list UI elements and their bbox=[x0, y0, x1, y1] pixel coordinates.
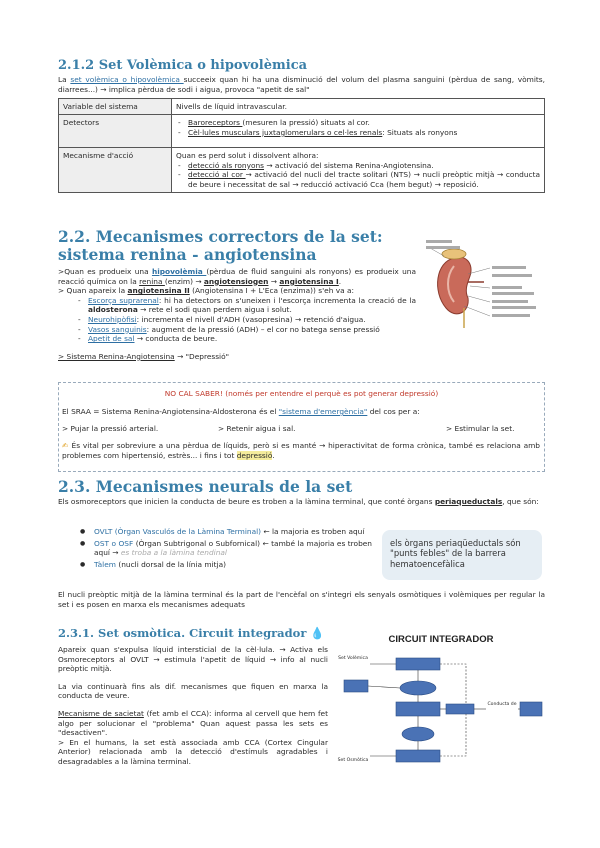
set-volemica-intro bbox=[58, 75, 545, 94]
circuit-label-set-volemica: Set Volèmica bbox=[338, 656, 368, 661]
circuit-label-conducta: Conducta de bbox=[487, 702, 517, 707]
angiotensina-2-term: angiotensina II bbox=[127, 286, 190, 296]
emergency-system-link[interactable]: "sistema d'emergència" bbox=[278, 407, 368, 416]
osmoreceptors-intro bbox=[58, 497, 545, 507]
ost-link[interactable]: OST o OSF bbox=[94, 538, 134, 548]
escorca-link[interactable]: Escorça suprarenal bbox=[88, 295, 159, 305]
kidney-illustration bbox=[424, 236, 544, 332]
sraa-item-thirst: > Estimular la set. bbox=[446, 424, 515, 433]
talem-link[interactable]: Tàlem bbox=[94, 559, 116, 569]
angiotensina-1-term: angiotensina I bbox=[279, 276, 339, 286]
list-item bbox=[80, 539, 372, 558]
summary-term: > Sistema Renina-Angiotensina bbox=[58, 351, 175, 361]
callout-text: els òrgans periaqüeductals són "punts febles" de la barrera hematoencefàlica bbox=[390, 538, 521, 569]
circuit-box bbox=[396, 658, 440, 670]
title-text: 2.3.1. Set osmòtica. Circuit integrador bbox=[58, 626, 307, 640]
sraa-item-retain: > Retenir aigua i sal. bbox=[218, 424, 296, 433]
list-item bbox=[176, 161, 540, 170]
text: → rete el sodi quan perdem aigua i solut. bbox=[137, 305, 292, 315]
table-row bbox=[59, 99, 545, 115]
osmotica-paragraph-1: Apareix quan s'expulsa líquid intersticial de la cèl·lula. → Activa els Osmoreceptors al OVLT → estimula l'apetit de líquid → info al nucli preòptic mitjà. bbox=[58, 645, 328, 674]
set-volemica-link[interactable]: set volèmica o hipovolèmica bbox=[70, 75, 184, 84]
heart-detection-link[interactable]: detecció al cor bbox=[188, 170, 246, 180]
text: , que són: bbox=[502, 497, 539, 506]
circuit-diagram bbox=[336, 630, 546, 770]
list-item bbox=[76, 315, 416, 325]
note-warning: NO CAL SABER! (només per entendre el perquè es pot generar depressió) bbox=[164, 389, 439, 398]
neurohipofisi-link[interactable]: Neurohipòfisi bbox=[88, 314, 137, 324]
list-item bbox=[176, 128, 540, 137]
periaqueductals-term: periaqueductals bbox=[434, 497, 503, 506]
sraa-definition bbox=[62, 407, 540, 417]
faded-note: es troba a la làmina tendinal bbox=[120, 548, 227, 558]
text: . bbox=[272, 450, 275, 460]
circuit-arrows bbox=[368, 664, 520, 756]
text: : augment de la pressió (ADH) – el cor no batega sense pressió bbox=[146, 324, 380, 334]
circuit-node bbox=[400, 681, 436, 695]
table-row bbox=[59, 115, 545, 148]
list-item bbox=[176, 118, 540, 127]
hipovolemia-link[interactable]: hipovolèmia bbox=[151, 267, 207, 276]
text: : incrementa el nivell d'ADH (vasopresina) → retenció d'aigua. bbox=[136, 314, 366, 324]
text: El SRAA = Sistema Renina-Angiotensina-Aldosterona és el bbox=[62, 407, 279, 416]
text: És vital per sobreviure a una pèrdua de líquids, però si es manté → hiperactivitat de forma crònica, també es relaciona amb problemes com hipertensió, estrès... i fins i tot bbox=[62, 441, 540, 460]
aldosterona-term: aldosterona bbox=[88, 305, 138, 315]
adrenal-gland-shape bbox=[442, 249, 466, 259]
text: (nucli dorsal de la línia mitja) bbox=[115, 559, 226, 569]
section-title-renina-angiotensina: 2.2. Mecanismes correctors de la set: sistema renina - angiotensina bbox=[58, 227, 383, 264]
apetit-sal-link[interactable]: Apetit de sal bbox=[88, 334, 135, 344]
text: → "Depressió" bbox=[174, 351, 230, 361]
text: > Quan apareix la bbox=[58, 286, 128, 296]
set-volemica-table bbox=[58, 98, 545, 193]
sraa-item-pressure: > Pujar la pressió arterial. bbox=[62, 424, 159, 433]
text: (fet amb el CCA): informa al cervell que hem fet algo per solucionar el "problema" Quan aquest passa les sets es "desactiven". bbox=[58, 708, 328, 738]
table-header-cell: Variable del sistema bbox=[59, 99, 172, 115]
sacietat-term: Mecanisme de sacietat bbox=[58, 708, 144, 718]
list-item bbox=[76, 325, 416, 335]
depressio-highlight: depressió bbox=[236, 450, 273, 460]
section-title-set-osmotica bbox=[58, 626, 325, 640]
list-item-text: (mesuren la pressió) situats al cor. bbox=[242, 118, 370, 128]
osmotica-paragraph-3 bbox=[58, 709, 328, 738]
circuit-label-set-osmotica: Set Osmòtica bbox=[337, 758, 369, 763]
text: (pèrdua de fluid sanguini als ronyons) es produeix una reacció química on la bbox=[58, 267, 417, 286]
list-item bbox=[80, 527, 372, 537]
organs-list bbox=[80, 527, 372, 569]
renina-summary bbox=[58, 352, 416, 362]
sraa-warning bbox=[62, 441, 540, 460]
text: (Angiotensina I + L'Eca (enzima)) s'eh va a: bbox=[189, 286, 355, 296]
list-item-text: → activació del sistema Renina-Angiotensina. bbox=[264, 160, 434, 170]
text: → bbox=[268, 276, 280, 286]
text: (enzim) → bbox=[164, 276, 204, 286]
circuit-box bbox=[396, 750, 440, 762]
circuit-box bbox=[344, 680, 368, 692]
list-item bbox=[80, 560, 372, 570]
circuit-box bbox=[520, 702, 542, 716]
renina-paragraph-2 bbox=[58, 286, 416, 296]
list-item-text: → activació del nucli del tracte solitari (NTS) → nucli preòptic mitjà → conducta de beure i necessitat de sal → reducció activació Cca (hem begut) → reposició. bbox=[188, 170, 541, 189]
angiotensiogen-term: angiotensiogen bbox=[203, 276, 269, 286]
set-osmotica-body bbox=[58, 645, 328, 767]
renina-term: renina bbox=[139, 276, 165, 286]
text: >Quan es produeix una bbox=[58, 267, 152, 276]
baroreceptors-link[interactable]: Baroreceptors bbox=[188, 118, 243, 128]
circuit-box bbox=[396, 702, 440, 716]
text: del cos per a: bbox=[367, 407, 420, 416]
circuit-box bbox=[446, 704, 474, 714]
list-item-text: : Situats als ronyons bbox=[382, 127, 458, 137]
table-row bbox=[59, 148, 545, 193]
vasos-link[interactable]: Vasos sanguinis bbox=[88, 324, 147, 334]
osmotica-paragraph-2: La via continuarà fins als dif. mecanismes que fiquen en marxa la conducta de veure. bbox=[58, 681, 328, 701]
circuit-node bbox=[402, 727, 434, 741]
text: . bbox=[338, 276, 342, 286]
text: : hi ha detectors on s'uneixen i l'escorça incrementa la creació de la bbox=[158, 295, 416, 305]
kidney-detection-link[interactable]: detecció als ronyons bbox=[188, 160, 265, 170]
mechanism-intro: Quan es perd solut i dissolvent alhora: bbox=[176, 151, 319, 161]
text: ← la majoria es troben aquí bbox=[261, 527, 365, 536]
table-value-cell bbox=[172, 115, 545, 148]
table-value-cell: Nivells de líquid intravascular. bbox=[172, 99, 545, 115]
circuit-svg bbox=[336, 630, 546, 770]
osmotica-paragraph-4: > En el humans, la set està associada amb CCA (Cortex Cingular Anterior) relacionada amb la detecció d'estímuls agradables i desagradables a la làmina terminal. bbox=[58, 737, 328, 766]
circuit-title: CIRCUIT INTEGRADOR bbox=[388, 634, 494, 645]
section-title-set-volemica: 2.1.2 Set Volèmica o hipovolèmica bbox=[58, 58, 308, 73]
table-header-cell: Detectors bbox=[59, 115, 172, 148]
kidney-diagram-svg bbox=[424, 236, 544, 332]
section-title-mecanismes-neurals: 2.3. Mecanismes neurals de la set bbox=[58, 477, 353, 496]
preoptic-paragraph: El nucli preòptic mitjà de la làmina terminal és la part de l'encèfal on s'integri els senyals osmòtiques i volèmiques per regular la set i es posen en marxa els mecanismes adequats bbox=[58, 590, 545, 609]
text: (Òrgan Subtrigonal o Subfornical) ← també la majoria es troben aquí → bbox=[94, 538, 372, 558]
intro-text-rest: succeeix quan hi ha una disminució del volum del plasma sanguini (pèrdua de sang, vòmits, diarrees...) → implica pèrdua de sodi i aigua, provoca "apetit de sal" bbox=[58, 75, 545, 94]
droplet-icon: 💧 bbox=[310, 626, 325, 640]
circuit-nodes bbox=[344, 658, 542, 762]
table-header-cell: Mecanisme d'acció bbox=[59, 148, 172, 193]
table-value-cell bbox=[172, 148, 545, 193]
renina-paragraph-1 bbox=[58, 267, 416, 286]
juxtaglomerular-link[interactable]: Cèl·lules musculars juxtaglomerulars o cel·les renals bbox=[188, 127, 383, 137]
ovlt-link[interactable]: OVLT (Òrgan Vasculós de la Làmina Terminal) bbox=[94, 527, 262, 536]
renina-effects-list bbox=[58, 296, 416, 344]
intro-text: La bbox=[58, 75, 71, 84]
renina-body bbox=[58, 267, 416, 361]
list-item bbox=[176, 170, 540, 189]
text: → conducta de beure. bbox=[134, 334, 218, 344]
text: Els osmoreceptors que inicien la conducta de beure es troben a la làmina terminal, que conté òrgans bbox=[58, 497, 435, 506]
list-item bbox=[76, 296, 416, 315]
writing-hand-icon: ✍ bbox=[62, 441, 69, 450]
list-item bbox=[76, 334, 416, 344]
